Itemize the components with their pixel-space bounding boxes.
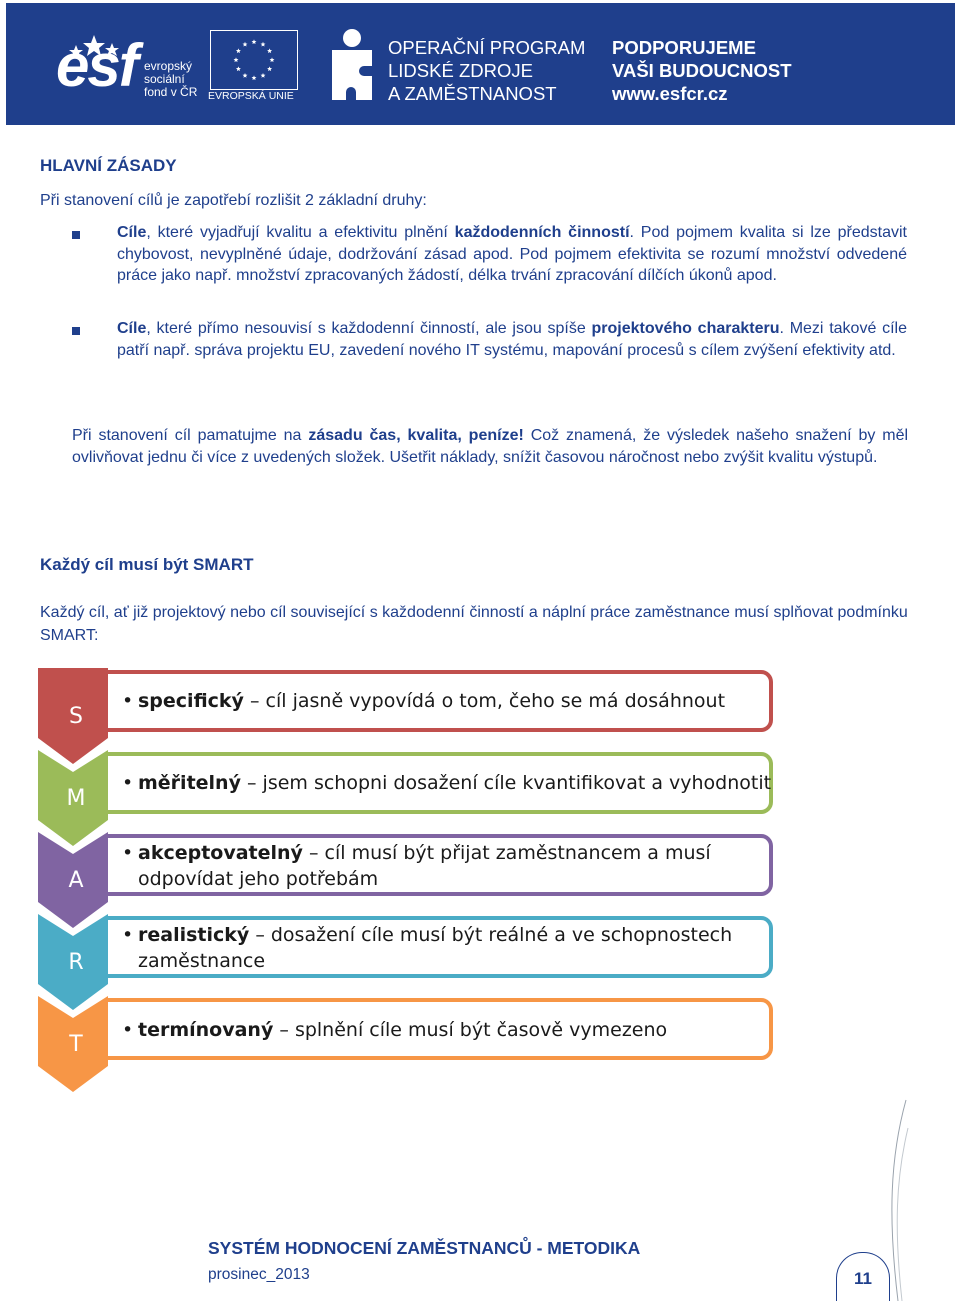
smart-item-text xyxy=(122,688,772,714)
eu-star-icon xyxy=(234,57,239,62)
smart-item-body xyxy=(138,688,772,714)
bullet-dot-icon: • xyxy=(122,772,134,794)
smart-letter: A xyxy=(68,868,84,893)
smart-letter: R xyxy=(68,950,84,975)
bullet-paragraph xyxy=(117,318,907,361)
bullet-term: Cíle xyxy=(117,224,147,241)
section-intro: Při stanovení cílů je zapotřebí rozlišit 2 základní druhy: xyxy=(40,192,427,209)
bullet-text: . Mezi takové cíle patří např. správa projektu EU, zavedení nového IT systému, mapování procesů s cílem zvýšení efektivity atd. xyxy=(117,320,907,359)
eu-star-icon xyxy=(252,75,257,80)
op-line: LIDSKÉ ZDROJE xyxy=(388,60,533,81)
section-heading-smart: Každý cíl musí být SMART xyxy=(40,555,254,574)
bullet-square-icon xyxy=(72,327,80,335)
smart-item-body xyxy=(138,922,772,974)
paragraph-strong: zásadu čas, kvalita, peníze! xyxy=(308,427,524,444)
smart-item-body xyxy=(138,1017,772,1043)
smart-term: měřitelný xyxy=(138,772,241,794)
eu-star-icon xyxy=(267,66,272,71)
eu-star-icon xyxy=(243,42,248,47)
eu-star-icon xyxy=(243,73,248,78)
paragraph-text: Při stanovení cíl pamatujme na xyxy=(72,427,309,444)
bullet-strong: každodenních činností xyxy=(454,224,630,241)
support-slogan xyxy=(612,36,792,105)
smart-item-text xyxy=(122,840,772,892)
op-line: OPERAČNÍ PROGRAM xyxy=(388,37,586,58)
esf-sub-line: sociální xyxy=(144,72,185,86)
eu-star-icon xyxy=(267,48,272,53)
slogan-line: VAŠI BUDOUCNOST xyxy=(612,60,792,81)
eu-star-icon xyxy=(270,57,275,62)
bullet-paragraph xyxy=(117,222,907,287)
esf-sub-line: evropský xyxy=(144,59,193,73)
smart-term: realistický xyxy=(138,924,250,946)
bullet-square-icon xyxy=(72,231,80,239)
slogan-line: PODPORUJEME xyxy=(612,37,756,58)
esf-logo: esf xyxy=(56,32,137,99)
smart-letter: T xyxy=(69,1032,83,1057)
eu-star-icon xyxy=(236,66,241,71)
op-title xyxy=(388,36,585,105)
eu-flag-icon xyxy=(210,30,298,90)
smart-item-text xyxy=(122,1017,772,1043)
section-intro: Každý cíl, ať již projektový nebo cíl související s každodenní činností a náplní práce zaměstnance musí splňovat podmínku SMART: xyxy=(40,604,908,644)
principle-paragraph xyxy=(72,425,908,469)
esf-sub-line: fond v ČR xyxy=(144,85,198,99)
eu-label: EVROPSKÁ UNIE xyxy=(208,90,294,102)
smart-term: specifický xyxy=(138,690,244,712)
smart-description: – cíl musí být přijat zaměstnancem a musí odpovídat jeho potřebám xyxy=(138,842,711,890)
bullet-dot-icon: • xyxy=(122,690,134,712)
smart-item-text xyxy=(122,770,772,796)
footer-title: SYSTÉM HODNOCENÍ ZAMĚSTNANCŮ - METODIKA xyxy=(208,1238,641,1258)
puzzle-person-icon xyxy=(326,28,378,102)
smart-description: – jsem schopni dosažení cíle kvantifikovat a vyhodnotit xyxy=(240,772,772,794)
bullet-term: Cíle xyxy=(117,320,147,337)
smart-item-text xyxy=(122,922,772,974)
bullet-dot-icon: • xyxy=(122,1019,134,1041)
bullet-dot-icon: • xyxy=(122,924,134,946)
eu-star-icon xyxy=(261,73,266,78)
page-number: 11 xyxy=(836,1252,890,1301)
smart-item-body xyxy=(138,770,772,796)
smart-term: termínovaný xyxy=(138,1019,274,1041)
smart-letter: S xyxy=(69,704,83,729)
bullet-strong: projektového charakteru xyxy=(591,320,780,337)
bullet-text: . Pod pojmem kvalita si lze představit chybovost, nevyplněné údaje, dodržování zásad apod. Pod pojmem efektivita se rozumí množství odvedené práce jako např. množství zpracovaných žádostí, délka trvání zpracování dílčích úkonů apod. xyxy=(117,224,907,284)
website-link[interactable]: www.esfcr.cz xyxy=(612,83,728,104)
smart-description: – splnění cíle musí být časově vymezeno xyxy=(273,1019,668,1041)
smart-description: – dosažení cíle musí být reálné a ve schopnostech zaměstnance xyxy=(138,924,733,972)
bullet-text: , které přímo nesouvisí s každodenní činností, ale jsou spíše xyxy=(146,320,592,337)
op-line: A ZAMĚSTNANOST xyxy=(388,83,557,104)
bullet-text: , které vyjadřují kvalitu a efektivitu plnění xyxy=(146,224,455,241)
smart-letter: M xyxy=(66,786,86,811)
esf-subtitle xyxy=(144,60,197,99)
smart-description: – cíl jasně vypovídá o tom, čeho se má dosáhnout xyxy=(243,690,726,712)
eu-star-icon xyxy=(236,48,241,53)
paragraph-text: Což znamená, že výsledek našeho snažení by měl ovlivňovat jednu či více z uvedených složek. Ušetřit náklady, snížit časovou náročnost nebo zvýšit kvalitu výstupů. xyxy=(72,427,909,466)
footer-date: prosinec_2013 xyxy=(208,1266,310,1283)
bullet-dot-icon: • xyxy=(122,842,134,864)
section-heading-main-principles: HLAVNÍ ZÁSADY xyxy=(40,156,177,175)
smart-term: akceptovatelný xyxy=(138,842,303,864)
eu-star-icon xyxy=(261,42,266,47)
smart-item-body xyxy=(138,840,772,892)
eu-star-icon xyxy=(252,39,257,44)
